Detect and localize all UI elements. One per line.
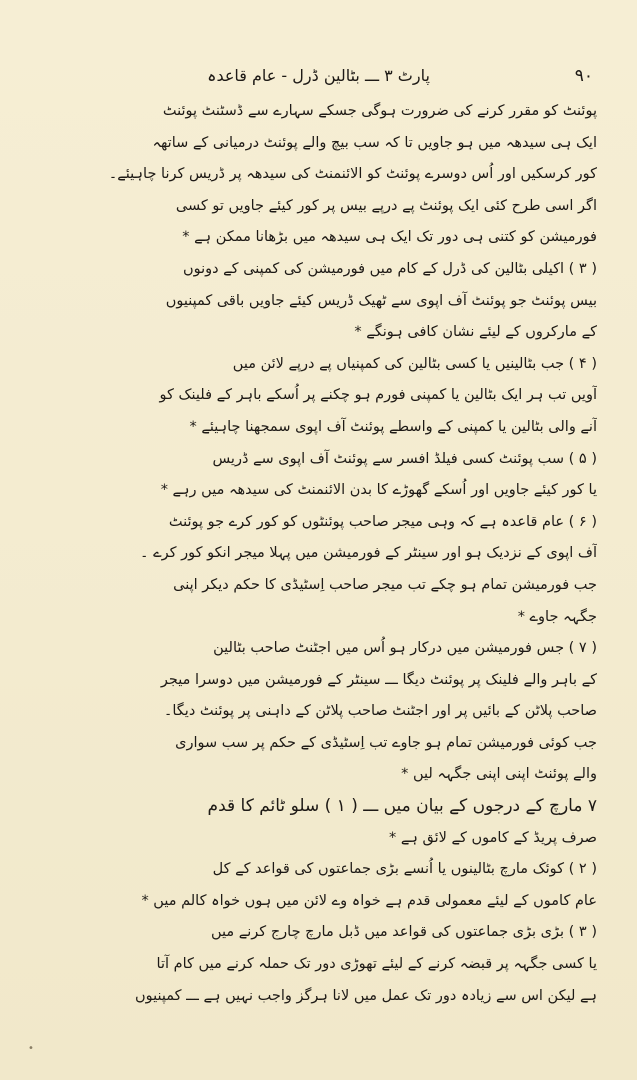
section-heading: ۷ مارچ کے درجوں کے بیان میں ـــ ( ۱ ) سلو ٹائم کا قدم (207, 796, 597, 817)
running-title: پارٹ ۳ ـــ بٹالین ڈرل - عام قاعدہ (207, 66, 430, 85)
text-line: صاحب پلاٹن کے بائیں پر اور اجٹنٹ صاحب پلاٹن کے داہنی پر پوئنٹ دیگا۔ (163, 703, 597, 720)
text-line: ایک ہی سیدھہ میں ہو جاویں تا کہ سب بیچ والے پوئنٹ درمیانی کے ساتھہ (152, 134, 597, 151)
text-line: والے پوئنٹ اپنی اپنی جگہہ لیں * (401, 766, 597, 783)
text-line: جگہہ جاوے * (517, 608, 597, 625)
text-line: کے باہر والے فلینک پر پوئنٹ دیگا ـــ سینٹر کے فورمیشن میں دوسرا میجر (160, 671, 597, 688)
text-line: جب کوئی فورمیشن تمام ہو جاوے تب اِسٹیڈی کے حکم پر سب سواری (175, 734, 597, 751)
text-line: عام کاموں کے لیئے معمولی قدم ہے خواہ وے لائن میں ہوں خواہ کالم میں * (141, 892, 597, 909)
body-text (40, 96, 597, 1012)
text-line: ( ۳ ) اکیلی بٹالین کی ڈرل کے کام میں فورمیشن کی کمپنی کے دونوں (182, 260, 597, 277)
text-line: یا کور کیئے جاویں اور اُسکے گھوڑے کا بدن الائنمنٹ کی سیدھہ میں رہے * (160, 482, 597, 499)
page-header (40, 62, 597, 96)
page-number: ۹۰ (574, 66, 593, 86)
text-line: بیس پوئنٹ جو پوئنٹ آف اپوی سے ٹھیک ڈریس کیئے جاویں باقی کمپنیوں (165, 292, 597, 309)
text-line: کور کرسکیں اور اُس دوسرے پوئنٹ کو الائنمنٹ کی سیدھہ پر ڈریس کرنا چاہیئے۔ (108, 166, 597, 183)
text-line: یا کسی جگہہ پر قبضہ کرنے کے لیئے تھوڑی دور تک حملہ کرنے میں کام آتا (156, 956, 597, 973)
text-line: ہے لیکن اس سے زیادہ دور تک عمل میں لانا ہرگز واجب نہیں ہے ـــ کمپنیوں (134, 987, 597, 1004)
text-line: ( ۲ ) کوئک مارچ بٹالینوں یا اُنسے بڑی جماعتوں کی قواعد کے کل (212, 861, 597, 878)
text-line: اگر اسی طرح کئی ایک پوئنٹ پے درپے بیس پر کور کیئے جاویں تو کسی (175, 197, 597, 214)
text-line: آنے والی بٹالین یا کمپنی کے واسطے پوئنٹ آف اپوی سمجھنا چاہیئے * (189, 418, 597, 435)
text-line: کے مارکروں کے لیئے نشان کافی ہونگے * (354, 324, 597, 341)
text-line: صرف پریڈ کے کاموں کے لائق ہے * (389, 829, 597, 846)
text-line: پوئنٹ کو مقرر کرنے کی ضرورت ہوگی جسکے سہارے سے ڈسٹنٹ پوئنٹ (162, 103, 597, 119)
text-line: ( ۶ ) عام قاعدہ ہے کہ وہی میجر صاحب پوئنٹوں کو کور کرے جو پوئنٹ (168, 513, 597, 530)
text-line: ( ۴ ) جب بٹالینیں یا کسی بٹالین کی کمپنیاں پے درپے لائن میں (232, 355, 597, 372)
text-line: آف اپوی کے نزدیک ہو اور سینٹر کے فورمیشن میں پہلا میجر انکو کور کرے ۔ (140, 545, 597, 562)
text-line: فورمیشن کو کتنی ہی دور تک ایک ہی سیدھہ میں بڑھانا ممکن ہے * (182, 229, 597, 246)
text-line: جب فورمیشن تمام ہو چکے تب میجر صاحب اِسٹیڈی کا حکم دیکر اپنی (173, 576, 597, 593)
text-line: ( ۷ ) جس فورمیشن میں درکار ہو اُس میں اجٹنٹ صاحب بٹالین (213, 640, 597, 657)
page-corner-mark: • (28, 1043, 34, 1054)
text-line: ( ۳ ) بڑی بڑی جماعتوں کی قواعد میں ڈبل مارچ چارج کرنے میں (210, 924, 597, 941)
text-line: آویں تب ہر ایک بٹالین یا کمپنی فورم ہو چکنے پر اُسکے باہر کے فلینک کو (159, 387, 597, 404)
text-line: ( ۵ ) سب پوئنٹ کسی فیلڈ افسر سے پوئنٹ آف اپوی سے ڈریس (212, 450, 597, 467)
